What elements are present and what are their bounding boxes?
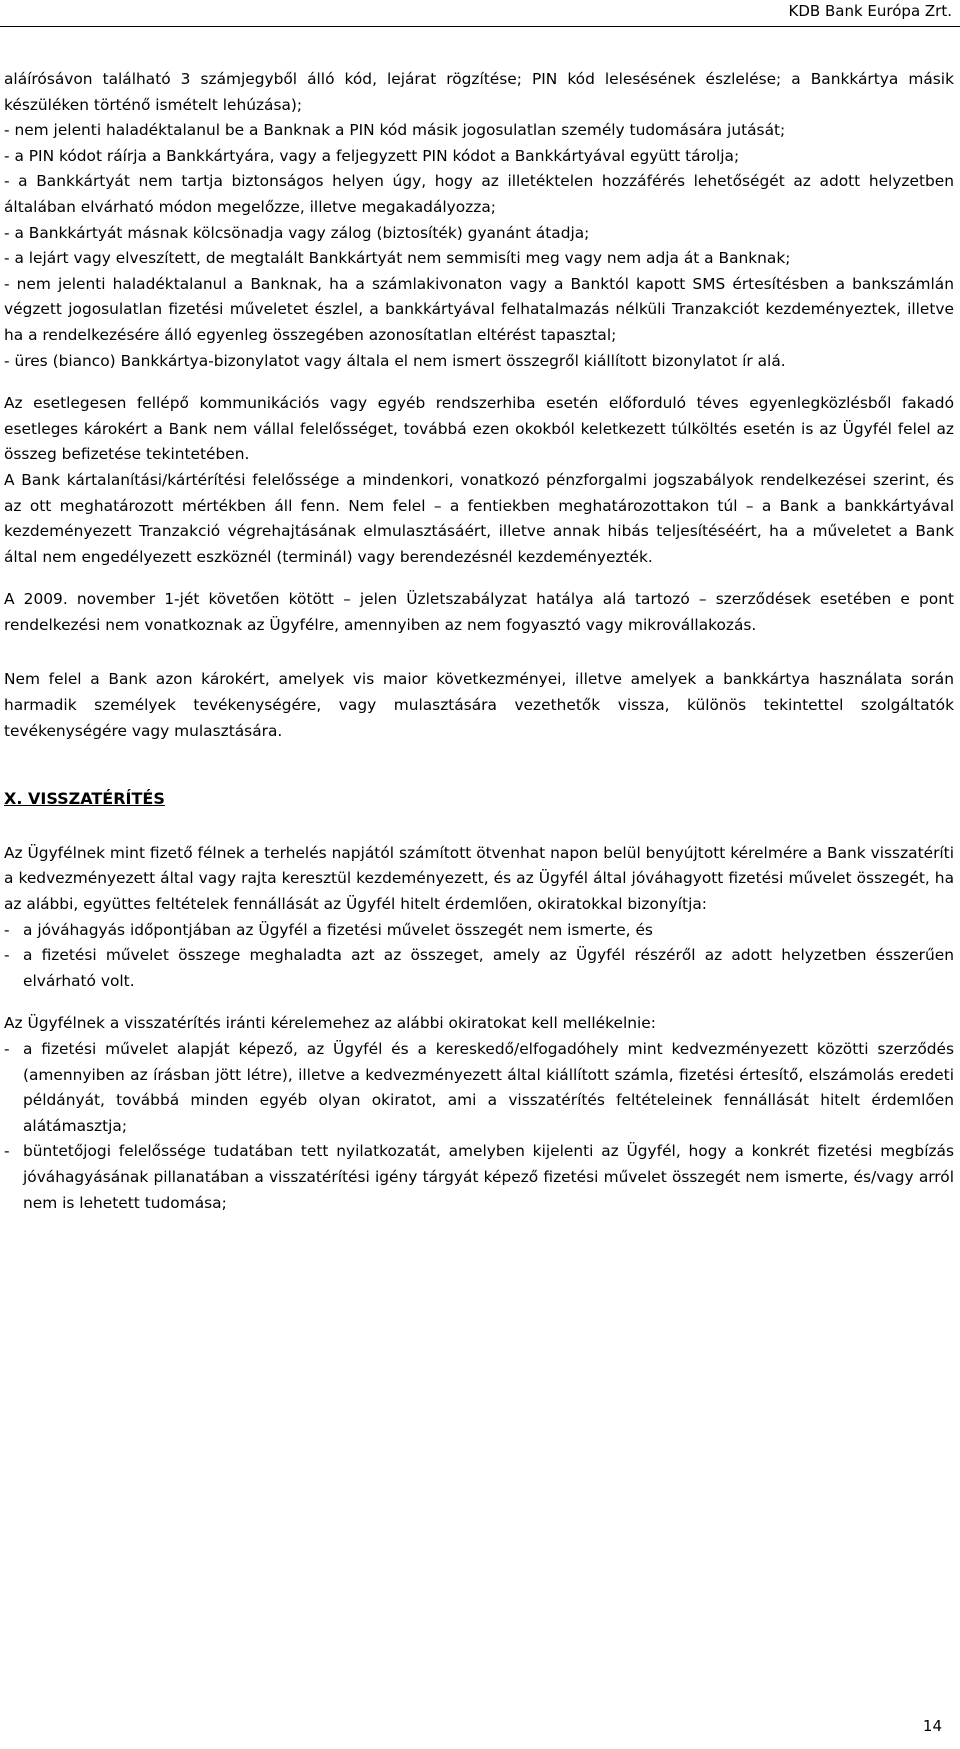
list-item: - a Bankkártyát másnak kölcsönadja vagy zálog (biztosíték) gyanánt átadja;: [4, 223, 590, 242]
spacer: [4, 744, 954, 786]
list-item-text: a jóváhagyás időpontjában az Ügyfél a fizetési művelet összegét nem ismerte, és: [23, 920, 653, 939]
paragraph-attachments: Az Ügyfélnek a visszatérítés iránti kérelemehez az alábbi okiratokat kell mellékelnie:: [4, 1014, 656, 1033]
list-item-text: a fizetési művelet alapját képező, az Ügyfél és a kereskedő/elfogadóhely mint kedvezményezett közötti szerződés (amennyiben az írásban jött létre), illetve a kedvezményezett által kiállított számla, fizetési értesítő, elszámolás eredeti példányát, továbbá minden egyéb olyan okiratot, ami a visszatérítés feltételeinek fennállását hitelt érdemlően alátámasztja;: [23, 1040, 954, 1135]
list-item: [4, 1037, 954, 1139]
list-item: [4, 918, 954, 944]
list-item: - nem jelenti haladéktalanul a Banknak, ha a számlakivonaton vagy a Banktól kapott SMS értesítésben a bankszámlán végzett jogosulatlan fizetési műveletet észlel, a bankkártyával felhatalmazás nélküli Tranzakciót kezdeményeztek, illetve ha a rendelkezésére álló egyenleg összegében azonosítatlan eltérést tapasztal;: [4, 274, 954, 344]
paragraph-vis-maior: Nem felel a Bank azon károkért, amelyek vis maior következményei, illetve amelyek a bankkártya használata során harmadik személyek tevékenységére, vagy mulasztására vezethetők vissza, különös tekintettel szolgáltatók tevékenységére vagy mulasztására.: [4, 670, 954, 740]
list-item-text: büntetőjogi felelőssége tudatában tett nyilatkozatát, amelyben kijelenti az Ügyfél, hogy a konkrét fizetési megbízás jóváhagyásának pillanatában a visszatérítési igény tárgyát képező fizetési művelet összegét nem ismerte, és/vagy arról nem is lehetett tudomása;: [23, 1142, 954, 1212]
paragraph-compensation: A Bank kártalanítási/kártérítési felelőssége a mindenkori, vonatkozó pénzforgalmi jogszabályok rendelkezései szerint, és az ott meghatározott mértékben áll fenn. Nem felel – a fentiekben meghatározottakon túl – a Bank a bankkártyával kezdeményezett Tranzakció végrehajtásának elmulasztásáért, illetve annak hibás teljesítéséért, ha a műveletet a Bank által nem engedélyezett eszköznél (terminál) vagy berendezésnél kezdeményezték.: [4, 470, 954, 566]
list-dash: -: [4, 920, 10, 939]
spacer: [4, 638, 954, 667]
paragraph-2009: A 2009. november 1-jét követően kötött – jelen Üzletszabályzat hatálya alá tartozó – szerződések esetében e pont rendelkezési nem vonatkoznak az Ügyfélre, amennyiben az nem fogyasztó vagy mikrovállakozás.: [4, 590, 954, 634]
list-item-text: a fizetési művelet összege meghaladta azt az összeget, amely az Ügyfél részéről az adott helyzetben ésszerűen elvárható volt.: [23, 946, 954, 990]
list-dash: -: [4, 1142, 10, 1161]
list-dash: -: [4, 946, 10, 965]
paragraph-communication: Az esetlegesen fellépő kommunikációs vagy egyéb rendszerhiba esetén előforduló téves egyenlegközlésből fakadó esetleges károkért a Bank nem vállal felelősséget, továbbá ezen okokból keletkezett túlköltés esetén is az Ügyfél felel az összeg befizetése tekintetében.: [4, 394, 954, 464]
section-heading: X. VISSZATÉRÍTÉS: [4, 789, 165, 809]
list-item: [4, 1139, 954, 1216]
spacer: [4, 374, 954, 391]
paragraph-intro: aláírósávon található 3 számjegyből álló kód, lejárat rögzítése; PIN kód lelesésének észlelése; a Bankkártya másik készüléken történő ismételt lehúzása);: [4, 70, 954, 114]
document-body: [4, 67, 954, 1216]
list-item: - a Bankkártyát nem tartja biztonságos helyen úgy, hogy az illetéktelen hozzáférés lehetőségét az adott helyzetben általában elvárható módon megelőzze, illetve megakadályozza;: [4, 172, 954, 216]
header-company-name: KDB Bank Európa Zrt.: [788, 2, 952, 20]
list-item: [4, 943, 954, 994]
spacer: [4, 570, 954, 587]
list-item: - a lejárt vagy elveszített, de megtalált Bankkártyát nem semmisíti meg vagy nem adja át a Banknak;: [4, 249, 791, 268]
list-dash: -: [4, 1040, 10, 1058]
header-divider: [0, 26, 960, 27]
list-item: - üres (bianco) Bankkártya-bizonylatot vagy általa el nem ismert összegről kiállított bizonylatot ír alá.: [4, 351, 786, 370]
spacer: [4, 812, 954, 841]
list-item: - a PIN kódot ráírja a Bankkártyára, vagy a feljegyzett PIN kódot a Bankkártyával együtt tárolja;: [4, 146, 740, 165]
page-number: 14: [922, 1717, 942, 1735]
list-item: - nem jelenti haladéktalanul be a Banknak a PIN kód másik jogosulatlan személy tudomására jutását;: [4, 121, 786, 140]
spacer: [4, 994, 954, 1011]
paragraph-refund: Az Ügyfélnek mint fizető félnek a terhelés napjától számított ötvenhat napon belül benyújtott kérelmére a Bank visszatéríti a kedvezményezett által vagy rajta keresztül kezdeményezett, és az Ügyfél által jóváhagyott fizetési művelet összegét, ha az alábbi, együttes feltételek fennállását az Ügyfél hitelt érdemlően, okiratokkal bizonyítja:: [4, 843, 954, 914]
